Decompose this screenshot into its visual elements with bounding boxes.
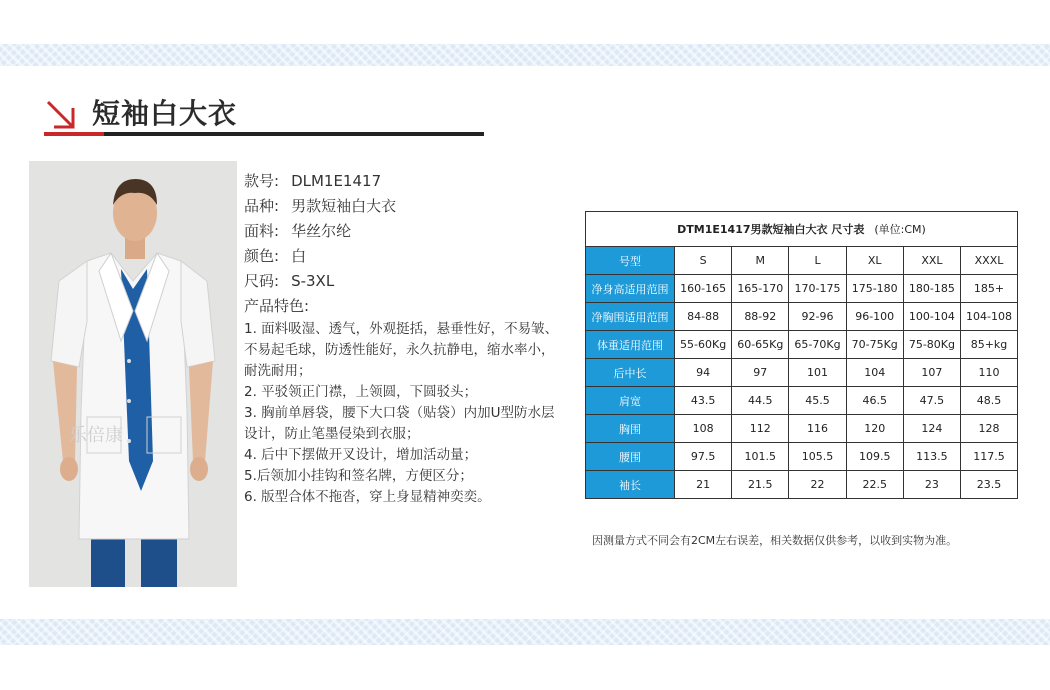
table-cell: 128 bbox=[961, 415, 1018, 443]
size-header-cell: M bbox=[732, 247, 789, 275]
table-cell: 96-100 bbox=[846, 303, 903, 331]
table-cell: 112 bbox=[732, 415, 789, 443]
size-header-cell: XXXL bbox=[961, 247, 1018, 275]
row-label-cell: 后中长 bbox=[586, 359, 675, 387]
table-cell: 21.5 bbox=[732, 471, 789, 499]
feature-line: 不易起毛球，防透性能好，永久抗静电，缩水率小， bbox=[244, 342, 555, 358]
table-cell: 170-175 bbox=[789, 275, 846, 303]
table-cell: 97.5 bbox=[675, 443, 732, 471]
table-cell: 94 bbox=[675, 359, 732, 387]
table-cell: 23 bbox=[903, 471, 960, 499]
top-decorative-band bbox=[0, 44, 1050, 66]
table-cell: 92-96 bbox=[789, 303, 846, 331]
table-cell: 108 bbox=[675, 415, 732, 443]
size-header-cell: S bbox=[675, 247, 732, 275]
table-cell: 180-185 bbox=[903, 275, 960, 303]
table-cell: 85+kg bbox=[961, 331, 1018, 359]
table-cell: 105.5 bbox=[789, 443, 846, 471]
watermark-text: 乐倍康 bbox=[69, 425, 123, 446]
feature-line: 耐洗耐用； bbox=[244, 363, 312, 379]
table-cell: 21 bbox=[675, 471, 732, 499]
table-cell: 107 bbox=[903, 359, 960, 387]
feature-line: 1. 面料吸湿、透气，外观挺括，悬垂性好，不易皱、 bbox=[244, 321, 559, 337]
size-table-caption bbox=[586, 212, 1018, 247]
table-cell: 160-165 bbox=[675, 275, 732, 303]
features-title: 产品特色: bbox=[244, 297, 310, 315]
table-cell: 46.5 bbox=[846, 387, 903, 415]
table-cell: 65-70Kg bbox=[789, 331, 846, 359]
title-underline bbox=[44, 132, 484, 136]
product-info bbox=[244, 169, 574, 508]
info-row-variety: 品种: 男款短袖白大衣 bbox=[244, 197, 397, 215]
feature-line: 3. 胸前单唇袋，腰下大口袋（贴袋）内加U型防水层 bbox=[244, 405, 555, 421]
row-label-cell: 肩宽 bbox=[586, 387, 675, 415]
table-cell: 100-104 bbox=[903, 303, 960, 331]
size-table-caption-row bbox=[586, 212, 1018, 247]
table-cell: 55-60Kg bbox=[675, 331, 732, 359]
table-cell: 75-80Kg bbox=[903, 331, 960, 359]
feature-line: 2. 平驳领正门襟，上领圆，下圆驳头； bbox=[244, 384, 478, 400]
row-label-cell: 袖长 bbox=[586, 471, 675, 499]
table-cell: 109.5 bbox=[846, 443, 903, 471]
table-cell: 44.5 bbox=[732, 387, 789, 415]
table-row bbox=[586, 331, 1018, 359]
row-label-cell: 净身高适用范围 bbox=[586, 275, 675, 303]
row-label-cell: 净胸围适用范围 bbox=[586, 303, 675, 331]
size-table-header-row bbox=[586, 247, 1018, 275]
table-cell: 165-170 bbox=[732, 275, 789, 303]
table-cell: 60-65Kg bbox=[732, 331, 789, 359]
table-cell: 116 bbox=[789, 415, 846, 443]
model-illustration bbox=[29, 161, 237, 587]
table-cell: 45.5 bbox=[789, 387, 846, 415]
table-cell: 124 bbox=[903, 415, 960, 443]
table-cell: 113.5 bbox=[903, 443, 960, 471]
size-table bbox=[585, 211, 1018, 499]
header-label-cell: 号型 bbox=[586, 247, 675, 275]
table-row bbox=[586, 443, 1018, 471]
table-cell: 70-75Kg bbox=[846, 331, 903, 359]
table-cell: 110 bbox=[961, 359, 1018, 387]
table-cell: 101 bbox=[789, 359, 846, 387]
features-list bbox=[244, 319, 574, 508]
size-header-cell: L bbox=[789, 247, 846, 275]
table-cell: 97 bbox=[732, 359, 789, 387]
table-cell: 22.5 bbox=[846, 471, 903, 499]
measurement-note: 因测量方式不同会有2CM左右误差，相关数据仅供参考，以收到实物为准。 bbox=[592, 534, 958, 547]
table-cell: 88-92 bbox=[732, 303, 789, 331]
table-cell: 84-88 bbox=[675, 303, 732, 331]
table-cell: 22 bbox=[789, 471, 846, 499]
page-title: 短袖白大衣 bbox=[92, 97, 238, 130]
table-row bbox=[586, 275, 1018, 303]
bottom-decorative-band bbox=[0, 619, 1050, 645]
table-cell: 185+ bbox=[961, 275, 1018, 303]
table-cell: 104 bbox=[846, 359, 903, 387]
size-table-title: DTM1E1417男款短袖白大衣 尺寸表 bbox=[677, 223, 865, 236]
table-row bbox=[586, 303, 1018, 331]
info-row-style-number: 款号: DLM1E1417 bbox=[244, 172, 382, 190]
info-row-color: 颜色: 白 bbox=[244, 247, 307, 265]
size-table-unit: (单位:CM) bbox=[874, 223, 926, 236]
row-label-cell: 胸围 bbox=[586, 415, 675, 443]
table-row bbox=[586, 415, 1018, 443]
info-row-fabric: 面料: 华丝尔纶 bbox=[244, 222, 352, 240]
product-photo bbox=[29, 161, 237, 587]
table-cell: 104-108 bbox=[961, 303, 1018, 331]
row-label-cell: 体重适用范围 bbox=[586, 331, 675, 359]
info-row-size: 尺码: S-3XL bbox=[244, 272, 335, 290]
feature-line: 6. 版型合体不拖沓，穿上身显精神奕奕。 bbox=[244, 489, 491, 505]
table-cell: 43.5 bbox=[675, 387, 732, 415]
table-row bbox=[586, 471, 1018, 499]
title-block bbox=[40, 92, 490, 142]
table-row bbox=[586, 387, 1018, 415]
size-header-cell: XL bbox=[846, 247, 903, 275]
table-cell: 47.5 bbox=[903, 387, 960, 415]
table-cell: 117.5 bbox=[961, 443, 1018, 471]
table-cell: 120 bbox=[846, 415, 903, 443]
feature-line: 设计，防止笔墨侵染到衣服； bbox=[244, 426, 420, 442]
row-label-cell: 腰围 bbox=[586, 443, 675, 471]
table-cell: 48.5 bbox=[961, 387, 1018, 415]
feature-line: 5.后领加小挂钩和签名牌，方便区分； bbox=[244, 468, 473, 484]
table-cell: 101.5 bbox=[732, 443, 789, 471]
arrow-down-right-icon bbox=[44, 98, 78, 132]
table-cell: 23.5 bbox=[961, 471, 1018, 499]
size-header-cell: XXL bbox=[903, 247, 960, 275]
table-row bbox=[586, 359, 1018, 387]
table-cell: 175-180 bbox=[846, 275, 903, 303]
feature-line: 4. 后中下摆做开叉设计，增加活动量； bbox=[244, 447, 478, 463]
